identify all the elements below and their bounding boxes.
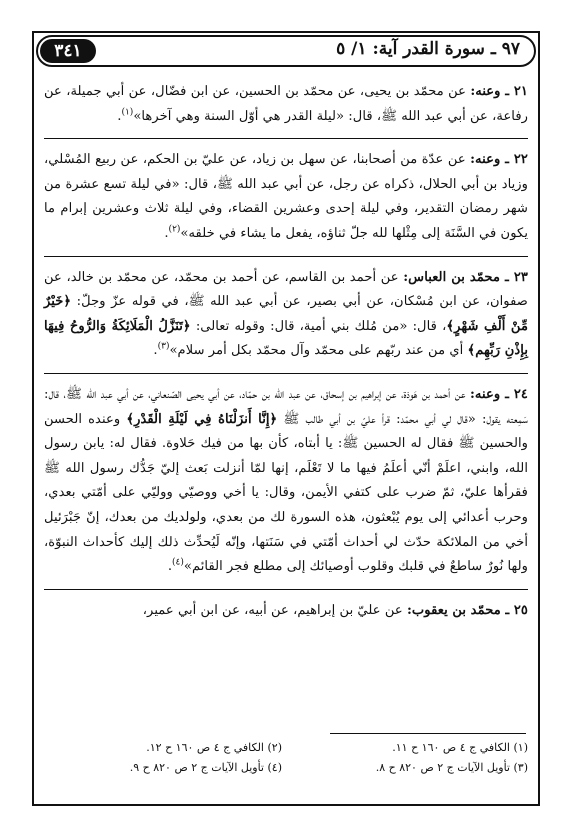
hadith-text: عن أحمد بن هَوذة، عن إبراهيم بن إسحاق، عن عبد الله بن حمّاد، عن أبي يحيى الصّنعاني، عن أبي عبد الله ﷺ، قال: سَمِعته يقول: «قال لي أبي محمّد: قرأ عليّ بن أبي طالب ﷺ: [44, 386, 528, 427]
hadith-text: ، قال: «من مُلك بني أمية، قال: وقوله تعالى:: [195, 318, 447, 334]
footnote-entry: (٢) الكافي ج ٤ ص ١٦٠ ح ١٢.: [146, 741, 282, 754]
hadith-23: ٢٣ ـ محمّد بن العباس: عن أحمد بن القاسم، عن أحمد بن محمّد، عن محمّد بن خالد، عن صفوان، عن ابن مُسْكان، عن أبي بصير، عن أبي عبد الله ﷺ، في قوله عزّ وجلّ: ﴿خَيْرٌ مِّنْ أَلْفِ شَهْرٍ﴾، قال: «من مُلك بني أمية، قال: وقوله تعالى: ﴿تَنَزَّلُ الْمَلَائِكَةُ وَالرُّوحُ فِيهَا بِإِذْنِ رَبِّهِم﴾ أي من عند ربّهم على محمّد وآل محمّد بكل أمر سلام»$^{(٣)}$.: [44, 269, 529, 359]
hadith-24: ٢٤ ـ وعنه: عن أحمد بن هَوذة، عن إبراهيم بن إسحاق، عن عبد الله بن حمّاد، عن أبي يحيى الصّنعاني، عن أبي عبد الله ﷺ، قال: سَمِعته يقول: «قال لي أبي محمّد: قرأ عليّ بن أبي طالب ﷺ ﴿إِنَّا أَنزَلْنَاهُ فِي لَيْلَةِ الْقَدْرِ﴾ وعنده الحسن والحسين ﷺ فقال له الحسين ﷺ: يا أبتاه، كأن بها من فيك حَلاوة. فقال له: يابن رسول الله، وابني، اعلَمْ أنّي أعلَمُ فيها ما لا تَعْلَم، إنها لمّا أنزلت بَعث إليّ جَدُّك رسول الله ﷺ فقرأها عليّ، ثمّ ضرب على كتفي الأيمن، وقال: يا أخي ووصيّي ووليّي على أمّتي بعدي، وحرب أعدائي إلى يوم يُبْعثون، هذه السورة لك من بعدي، ولولديك من بعدك، إنّ جَبْرَئيل أخي من الملائكة حدّث لي أحداث أمّتي في سَنَتها، وإنّه لَيُحدِّث ذلك إليك كأحداث النبوّة، ولها نُورٌ ساطعٌ في قلبك وقلوب أوصيائك إلى مطلع فجر القائم»$^{(٤)}$.: [44, 386, 528, 575]
hadith-text: عن أحمد بن القاسم، عن أحمد بن محمّد، عن محمّد بن خالد، عن صفوان، عن ابن مُسْكان، عن أبي بصير، عن أبي عبد الله ﷺ، في قوله عزّ وجلّ:: [44, 269, 528, 310]
hadith-number: ٢٢ ـ وعنه:: [470, 152, 528, 168]
footnote-ref: (٢): [168, 224, 181, 235]
hadith-text: عن محمّد بن يحيى، عن محمّد بن الحسين، عن ابن فضّال، عن أبي جميلة، عن رفاعة، عن أبي عبد الله ﷺ، قال: «ليلة القدر هي أوّل السنة وهي آخرها»: [44, 84, 528, 124]
quran-verse: ﴿تَنَزَّلُ الْمَلَائِكَةُ وَالرُّوحُ فِيهَا بِإِذْنِ رَبِّهِم﴾: [44, 318, 528, 359]
divider: [44, 589, 528, 590]
quran-verse: ﴿خَيْرٌ مِّنْ أَلْفِ شَهْرٍ﴾: [44, 294, 529, 334]
hadith-text: وعنده الحسن والحسين ﷺ فقال له الحسين ﷺ: يا أبتاه، كأن بها من فيك حَلاوة. فقال له: يابن رسول الله، وابني، اعلَمْ أنّي أعلَمُ فيها ما لا تَعْلَم، إنها لمّا أنزلت بَعث إليّ جَدُّك رسول الله ﷺ فقرأها عليّ، ثمّ ضرب على كتفي الأيمن، وقال: يا أخي ووصيّي ووليّي على أمّتي بعدي، وحرب أعدائي إلى يوم يُبْعثون، هذه السورة لك من بعدي، ولولديك من بعدك، إنّ جَبْرَئيل أخي من الملائكة حدّث لي أحداث أمّتي في سَنَتها، وإنّه لَيُحدِّث ذلك إليك كأحداث النبوّة، ولها نُورٌ ساطعٌ في قلبك وقلوب أوصيائك إلى مطلع فجر القائم»: [44, 411, 528, 575]
hadith-number: ٢٣ ـ محمّد بن العباس:: [403, 269, 528, 285]
hadith-text: عن عدّة من أصحابنا، عن سهل بن زياد، عن عليّ بن الحكم، عن ربيع المُسْلي، وزياد بن أبي الحلال، ذكراه عن رجل، عن أبي عبد الله ﷺ، قال: «في ليلة تسع عشرة من شهر رمضان التقدير، وفي ليلة إحدى وعشرين القضاء، وفي ليلة ثلاث وعشرين إبرام ما يكون في السَّنَة إلى مِثْلها لله جلّ ثناؤه، يفعل ما يشاء في خلقه»: [44, 152, 528, 241]
footnotes: [44, 738, 528, 778]
hadith-text: أي من عند ربّهم على محمّد وآل محمّد بكل أمر سلام»: [169, 343, 464, 359]
running-header: [36, 35, 536, 67]
divider: [44, 373, 528, 374]
page-number: ٣٤١: [40, 39, 96, 63]
footnote-entry: (٤) تأويل الآيات ج ٢ ص ٨٢٠ ح ٩.: [129, 761, 282, 774]
page-body: [44, 80, 528, 623]
footnote-entry: (٣) تأويل الآيات ج ٢ ص ٨٢٠ ح ٨.: [375, 761, 528, 774]
hadith-21: ٢١ ـ وعنه: عن محمّد بن يحيى، عن محمّد بن الحسين، عن ابن فضّال، عن أبي جميلة، عن رفاعة، عن أبي عبد الله ﷺ، قال: «ليلة القدر هي أوّل السنة وهي آخرها»$^{(١)}$.: [44, 84, 528, 124]
divider: [44, 256, 528, 257]
footnote-row: [44, 738, 528, 758]
footnote-entry: (١) الكافي ج ٤ ص ١٦٠ ح ١١.: [392, 741, 528, 754]
hadith-text: عن عليّ بن إبراهيم، عن أبيه، عن ابن أبي عمير،: [142, 602, 403, 618]
hadith-22: ٢٢ ـ وعنه: عن عدّة من أصحابنا، عن سهل بن زياد، عن عليّ بن الحكم، عن ربيع المُسْلي، وزياد بن أبي الحلال، ذكراه عن رجل، عن أبي عبد الله ﷺ، قال: «في ليلة تسع عشرة من شهر رمضان التقدير، وفي ليلة إحدى وعشرين القضاء، وفي ليلة ثلاث وعشرين إبرام ما يكون في السَّنَة إلى مِثْلها لله جلّ ثناؤه، يفعل ما يشاء في خلقه»$^{(٢)}$.: [44, 152, 528, 241]
hadith-number: ٢٤ ـ وعنه:: [470, 386, 528, 402]
hadith-number: ٢٥ ـ محمّد بن يعقوب:: [406, 602, 528, 618]
hadith-number: ٢١ ـ وعنه:: [470, 84, 528, 99]
divider: [44, 138, 528, 139]
footnote-rule: [330, 733, 526, 734]
footnote-ref: (٤): [172, 557, 184, 568]
hadith-25: [44, 599, 528, 624]
header-title: ٩٧ ـ سورة القدر آية: ١/ ٥: [336, 39, 520, 59]
quran-verse: ﴿إِنَّا أَنزَلْنَاهُ فِي لَيْلَةِ الْقَدْرِ﴾: [126, 411, 278, 427]
footnote-row: [44, 758, 528, 778]
footnote-ref: (٣): [157, 341, 170, 352]
footnote-ref: (١): [121, 107, 134, 118]
